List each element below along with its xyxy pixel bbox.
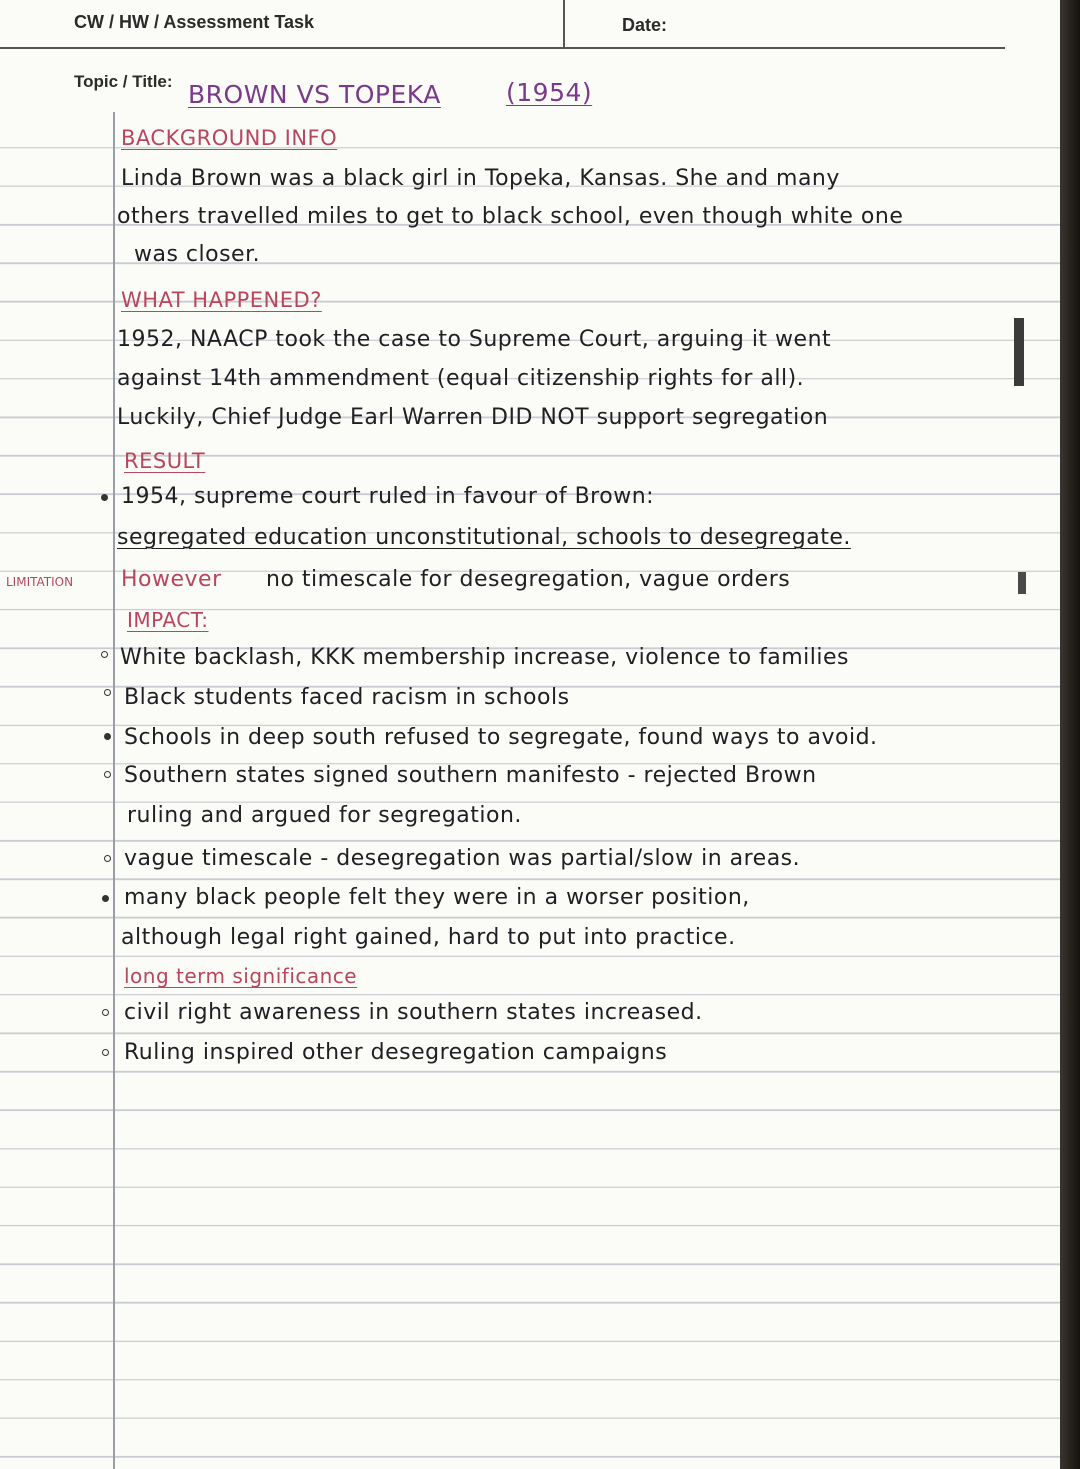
list-item: vague timescale - desegregation was partial/slow in areas. <box>124 846 801 871</box>
bullet <box>104 771 111 778</box>
list-item: Schools in deep south refused to segregate, found ways to avoid. <box>124 725 878 750</box>
text-line: against 14th ammendment (equal citizenship rights for all). <box>117 366 805 391</box>
bullet <box>101 494 108 501</box>
list-item-continuation: ruling and argued for segregation. <box>127 803 522 828</box>
text-line: 1954, supreme court ruled in favour of Brown: <box>121 484 655 509</box>
page-tab-mark <box>1018 572 1026 594</box>
list-item: Southern states signed southern manifesto - rejected Brown <box>124 763 817 788</box>
bullet <box>101 651 108 658</box>
text-line: segregated education unconstitutional, schools to desegregate. <box>117 525 851 550</box>
bullet <box>102 1009 109 1016</box>
page-tab-mark <box>1014 318 1024 386</box>
text-line: no timescale for desegregation, vague orders <box>266 567 791 592</box>
list-item: Black students faced racism in schools <box>124 685 570 710</box>
bullet <box>102 1049 109 1056</box>
section-heading-impact: IMPACT: <box>127 608 209 632</box>
section-heading-long-term: long term significance <box>124 964 358 988</box>
text-line: 1952, NAACP took the case to Supreme Court, arguing it went <box>117 327 832 352</box>
bullet <box>104 733 111 740</box>
list-item-continuation: although legal right gained, hard to put into practice. <box>121 925 736 950</box>
page-title: BROWN VS TOPEKA <box>188 80 441 109</box>
title-year: (1954) <box>506 78 593 107</box>
date-label: Date: <box>622 15 668 35</box>
bullet <box>102 895 109 902</box>
list-item: many black people felt they were in a worser position, <box>124 885 750 910</box>
section-heading-background: BACKGROUND INFO <box>121 126 338 150</box>
section-heading-result: RESULT <box>124 449 206 473</box>
limitation-word: However <box>121 567 222 592</box>
header-divider <box>563 0 565 48</box>
text-line: was closer. <box>134 242 261 267</box>
text-line: Linda Brown was a black girl in Topeka, Kansas. She and many <box>121 166 840 191</box>
margin-line <box>113 112 115 1469</box>
header-rule <box>0 47 1005 49</box>
text-line: others travelled miles to get to black school, even though white one <box>117 204 904 229</box>
bullet <box>104 689 111 696</box>
page-edge-shadow <box>1060 0 1080 1469</box>
text-line: Luckily, Chief Judge Earl Warren DID NOT support segregation <box>117 405 829 430</box>
list-item: White backlash, KKK membership increase, violence to families <box>120 645 850 670</box>
list-item: civil right awareness in southern states increased. <box>124 1000 703 1025</box>
section-heading-what-happened: WHAT HAPPENED? <box>121 288 322 312</box>
margin-note-limitation: LIMITATION <box>6 575 74 589</box>
topic-label: Topic / Title: <box>74 72 173 91</box>
task-label: CW / HW / Assessment Task <box>74 12 315 32</box>
list-item: Ruling inspired other desegregation campaigns <box>124 1040 668 1065</box>
bullet <box>104 855 111 862</box>
